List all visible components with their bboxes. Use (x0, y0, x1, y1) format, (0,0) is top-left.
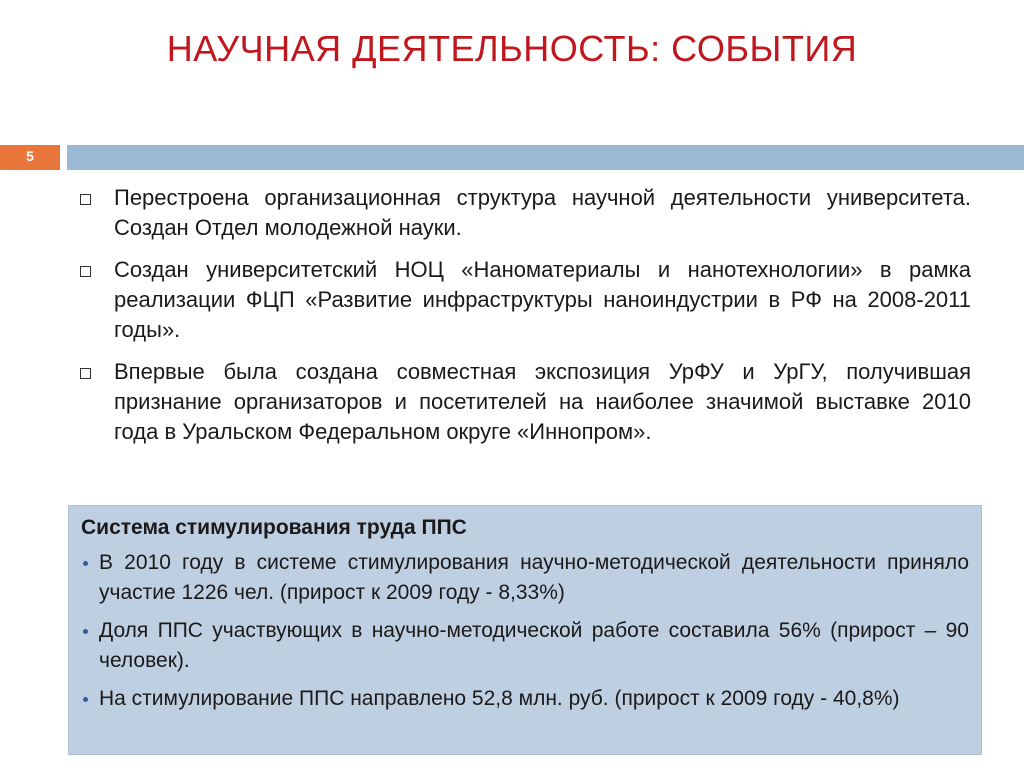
list-item (76, 357, 971, 447)
list-item-text: Перестроена организационная структура научной деятельности университета. Создан Отдел молодежной науки. (114, 185, 971, 240)
box-list-item (81, 548, 969, 608)
page-number: 5 (0, 145, 60, 170)
box-list-item-text: На стимулирование ППС направлено 52,8 млн. руб. (прирост к 2009 году - 40,8%) (99, 687, 900, 710)
slide-title: НАУЧНАЯ ДЕЯТЕЛЬНОСТЬ: СОБЫТИЯ (166, 28, 858, 69)
list-item (76, 183, 971, 243)
list-item (76, 255, 971, 345)
header-bar (0, 145, 1024, 170)
list-item-text: Создан университетский НОЦ «Наноматериалы и нанотехнологии» в рамка реализации ФЦП «Развитие инфраструктуры наноиндустрии в РФ на 2008-2011 годы». (114, 257, 971, 342)
box-list (81, 548, 969, 714)
list-item-text: Впервые была создана совместная экспозиция УрФУ и УрГУ, получившая признание организаторов и посетителей на наиболее значимой выставке 2010 года в Уральском Федеральном округе «Иннопром». (114, 359, 971, 444)
box-list-item (81, 684, 969, 714)
dot-bullet-icon (83, 561, 88, 566)
box-list-item-text: В 2010 году в системе стимулирования научно-методической деятельности приняло участие 1226 чел. (прирост к 2009 году - 8,33%) (99, 551, 969, 604)
highlight-box (68, 505, 982, 755)
square-bullet-icon (80, 368, 91, 379)
box-list-item (81, 616, 969, 676)
square-bullet-icon (80, 266, 91, 277)
square-bullet-icon (80, 194, 91, 205)
box-list-item-text: Доля ППС участвующих в научно-методической работе составила 56% (прирост – 90 человек). (99, 619, 969, 672)
header-bar-fill (67, 145, 1024, 170)
dot-bullet-icon (83, 697, 88, 702)
bullet-list (76, 183, 971, 459)
box-heading: Система стимулирования труда ППС (81, 516, 467, 539)
dot-bullet-icon (83, 629, 88, 634)
